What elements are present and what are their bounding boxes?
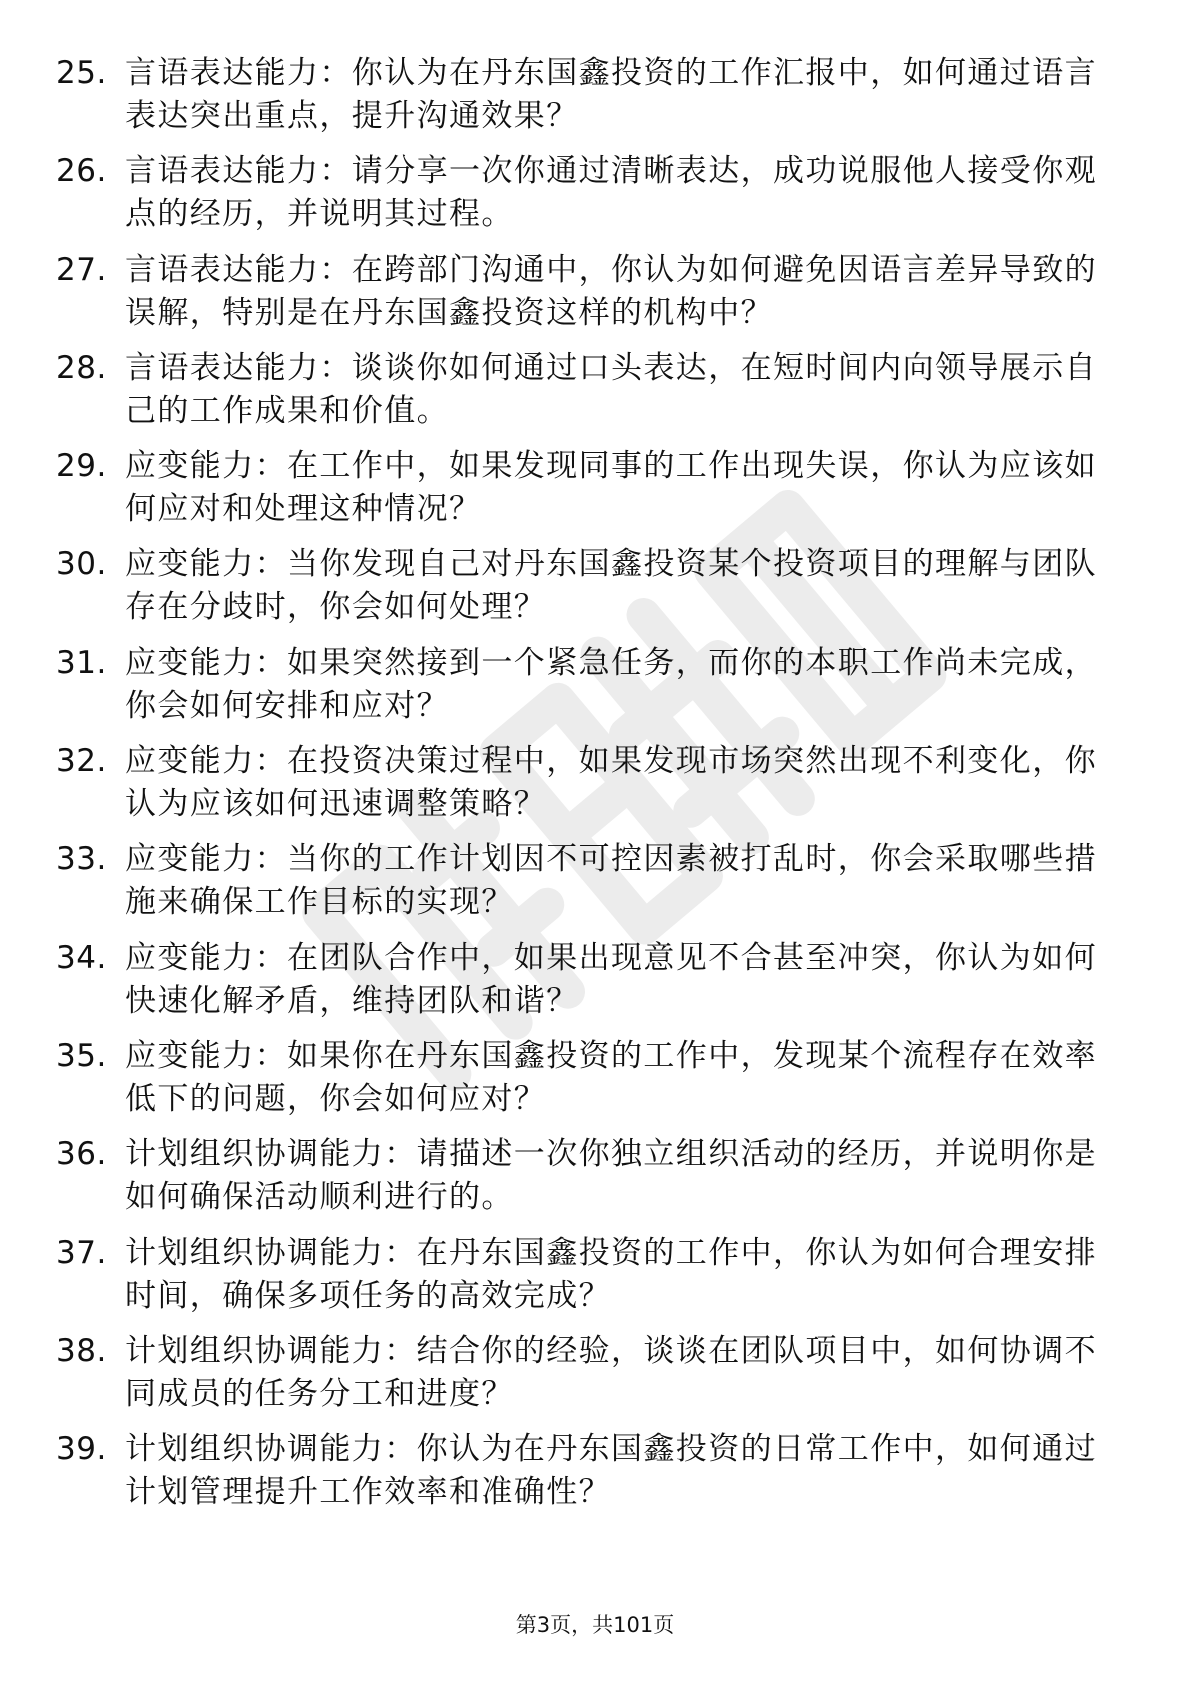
question-text: 应变能力：如果突然接到一个紧急任务，而你的本职工作尚未完成，你会如何安排和应对？ xyxy=(125,644,1097,724)
page-footer xyxy=(0,1611,1190,1639)
question-item xyxy=(0,838,1190,936)
question-number: 31. xyxy=(56,644,107,681)
question-item xyxy=(0,740,1190,838)
question-number: 29. xyxy=(56,448,107,485)
question-number: 34. xyxy=(56,939,107,976)
question-item xyxy=(0,642,1190,740)
question-number: 26. xyxy=(56,153,107,190)
question-text: 计划组织协调能力：结合你的经验，谈谈在团队项目中，如何协调不同成员的任务分工和进度？ xyxy=(125,1332,1097,1412)
question-text: 应变能力：在团队合作中，如果出现意见不合甚至冲突，你认为如何快速化解矛盾，维持团队和谐？ xyxy=(125,939,1097,1019)
question-item xyxy=(0,150,1190,248)
question-text: 计划组织协调能力：请描述一次你独立组织活动的经历，并说明你是如何确保活动顺利进行的。 xyxy=(125,1136,1097,1216)
question-number: 25. xyxy=(56,55,107,91)
question-item xyxy=(0,1330,1190,1428)
question-item xyxy=(0,1428,1190,1526)
question-text: 计划组织协调能力：你认为在丹东国鑫投资的日常工作中，如何通过计划管理提升工作效率和准确性？ xyxy=(125,1431,1097,1511)
question-number: 36. xyxy=(56,1136,107,1173)
question-item xyxy=(0,1232,1190,1330)
question-text: 应变能力：在工作中，如果发现同事的工作出现失误，你认为应该如何应对和处理这种情况？ xyxy=(125,448,1097,528)
question-number: 27. xyxy=(56,251,107,288)
page-number-label: 第3页，共101页 xyxy=(515,1613,675,1637)
question-text: 计划组织协调能力：在丹东国鑫投资的工作中，你认为如何合理安排时间，确保多项任务的高效完成？ xyxy=(125,1234,1097,1314)
question-number: 32. xyxy=(56,743,107,780)
question-item xyxy=(0,543,1190,641)
question-item xyxy=(0,347,1190,445)
question-item xyxy=(0,1133,1190,1231)
question-item xyxy=(0,937,1190,1035)
question-text: 言语表达能力：你认为在丹东国鑫投资的工作汇报中，如何通过语言表达突出重点，提升沟通效果？ xyxy=(125,55,1097,134)
question-text: 言语表达能力：请分享一次你通过清晰表达，成功说服他人接受你观点的经历，并说明其过程。 xyxy=(125,153,1097,233)
question-number: 37. xyxy=(56,1234,107,1271)
question-text: 言语表达能力：在跨部门沟通中，你认为如何避免因语言差异导致的误解，特别是在丹东国鑫投资这样的机构中？ xyxy=(125,251,1097,331)
question-text: 应变能力：如果你在丹东国鑫投资的工作中，发现某个流程存在效率低下的问题，你会如何应对？ xyxy=(125,1037,1097,1117)
question-number: 39. xyxy=(56,1431,107,1468)
question-item xyxy=(0,52,1190,150)
question-item xyxy=(0,1035,1190,1133)
question-number: 38. xyxy=(56,1332,107,1369)
question-number: 30. xyxy=(56,546,107,583)
question-number: 35. xyxy=(56,1037,107,1074)
question-number: 28. xyxy=(56,349,107,386)
question-text: 应变能力：当你发现自己对丹东国鑫投资某个投资项目的理解与团队存在分歧时，你会如何处理？ xyxy=(125,546,1097,626)
question-text: 应变能力：在投资决策过程中，如果发现市场突然出现不利变化，你认为应该如何迅速调整策略？ xyxy=(125,743,1097,823)
question-item xyxy=(0,445,1190,543)
question-text: 言语表达能力：谈谈你如何通过口头表达，在短时间内向领导展示自己的工作成果和价值。 xyxy=(125,349,1097,429)
question-text: 应变能力：当你的工作计划因不可控因素被打乱时，你会采取哪些措施来确保工作目标的实现？ xyxy=(125,841,1097,921)
question-number: 33. xyxy=(56,841,107,878)
question-list xyxy=(0,52,1190,1526)
question-item xyxy=(0,249,1190,347)
